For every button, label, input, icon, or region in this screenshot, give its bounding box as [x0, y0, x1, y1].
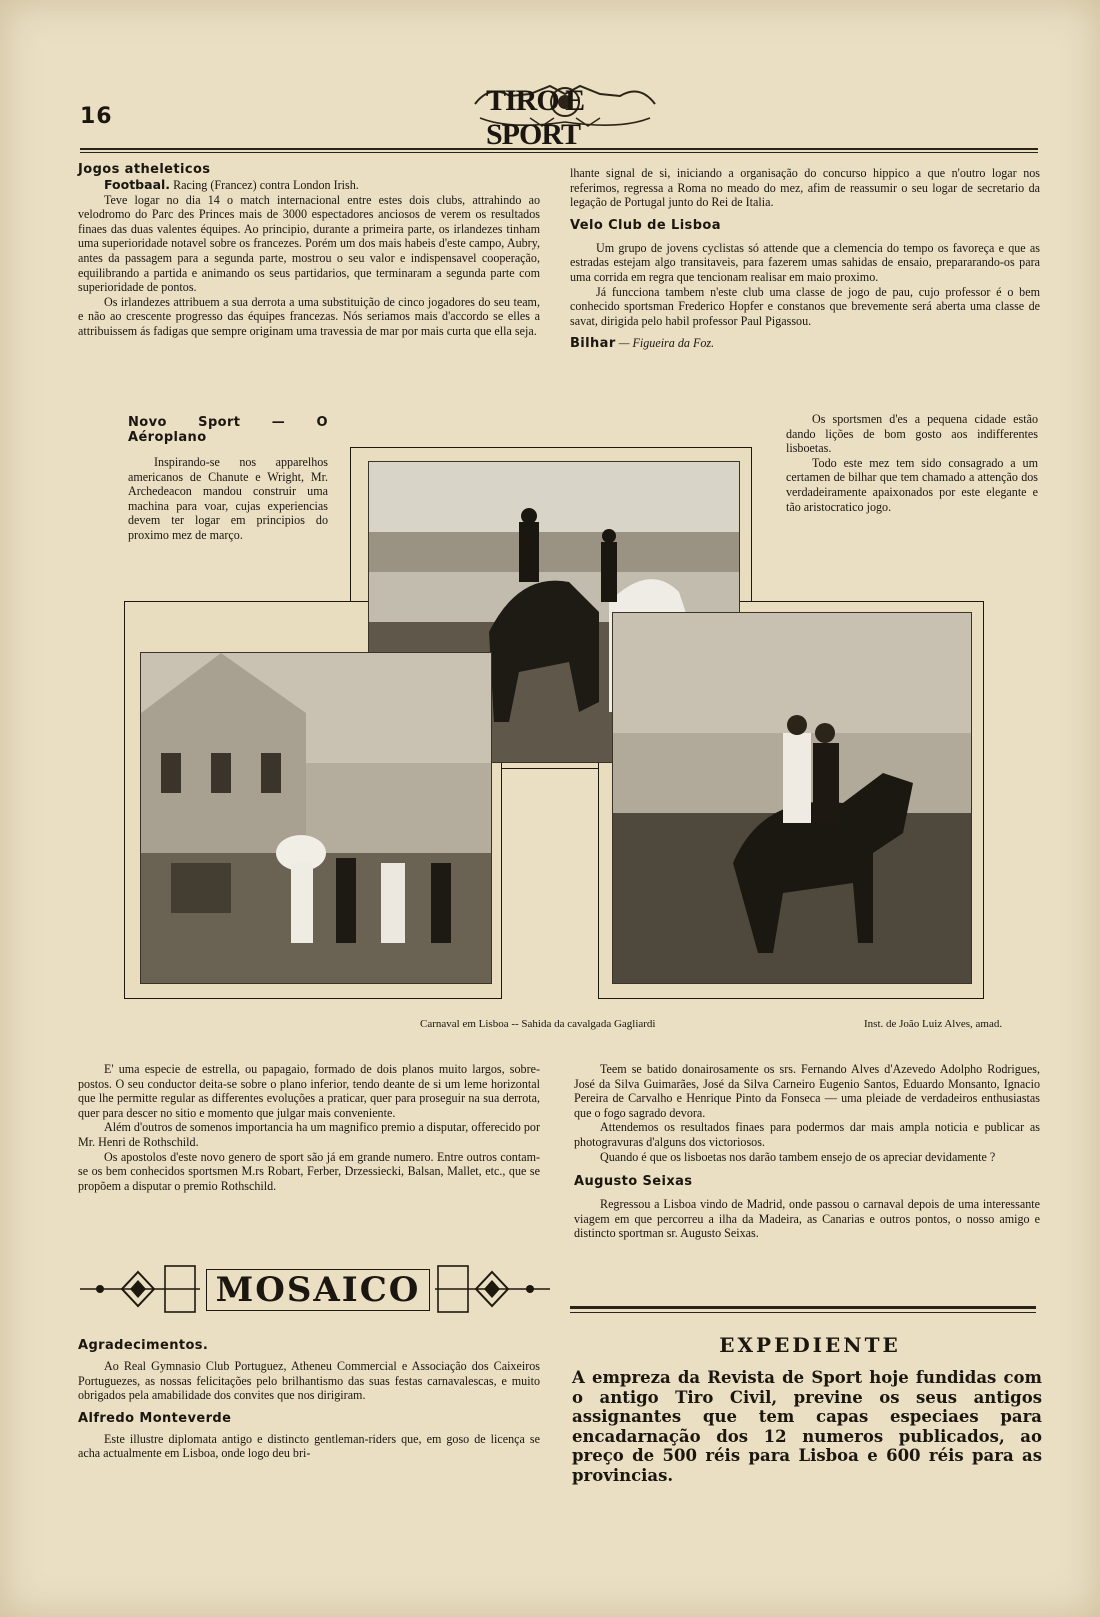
alfredo-heading: Alfredo Monteverde — [78, 1410, 232, 1426]
bilhar-paragraph-1: Os sportsmen d'es a pequena cidade estão dando lições de bom gosto aos indifferentes lisboetas. — [786, 412, 1038, 456]
novo-sport-heading: Novo Sport — O Aéroplano — [128, 415, 328, 445]
left-bottom-column — [78, 1062, 540, 1193]
bilhar-paragraph-3: Teem se batido donairosamente os srs. Fernando Alves d'Azevedo Adolpho Rodrigues, José da Silva Guimarães, José da Silva Carneiro Eugenio Santos, Eduardo Monsanto, Ignacio Pereira de Carvalho e Henrique Pinto da Fonseca — uma pleiade de verdadeiros enthusiastas que o fogo sagrado devora. — [574, 1062, 1040, 1120]
velo-paragraph-1: Um grupo de jovens cyclistas só attende que a clemencia do tempo os favoreça e que as estradas estejam algo transitaveis, para fazerem umas sahidas de ensaio, prepararando-os para uma corrida em regra que tencionam realisar em maio proximo. — [570, 240, 1040, 284]
heading-jogos: Jogos atheleticos — [78, 162, 211, 177]
bilhar-paragraph-2: Todo este mez tem sido consagrado a um certamen de bilhar que tem chamado a attenção dos verdadeiramente apaixonados por este elegante e tão aristocratico jogo. — [786, 455, 1038, 514]
aeroplano-paragraph-1: E' uma especie de estrella, ou papagaio, formado de dois planos muito largos, sobre-postos. O seu conductor deita-se sobre o plano inferior, tendo deante de si um leme horizontal que lhe permitte regular as differentes evoluções a praticar, quer para proseguir na sua derrota, quer para descer no sitio e momento que julgar mais conveniente. — [78, 1062, 540, 1120]
mosaico-title: MOSAICO — [206, 1269, 430, 1311]
masthead-logo — [470, 74, 660, 151]
augusto-paragraph: Regressou a Lisboa vindo de Madrid, onde passou o carnaval depois de uma interessante viagem em que percorreu a ilha da Madeira, as Canarias e outros pontos, o nosso amigo e distincto sportman sr. Augusto Seixas. — [574, 1197, 1040, 1241]
photo-caption: Carnaval em Lisboa -- Sahida da cavalgada Gagliardi — [420, 1018, 656, 1030]
bilhar-place: — Figueira da Foz. — [618, 336, 715, 351]
header-rule — [80, 148, 1038, 150]
bilhar-heading-line — [570, 336, 1040, 351]
rider-picture — [613, 613, 971, 983]
header-rule-thin — [80, 152, 1038, 153]
expediente-rule-thin — [570, 1312, 1036, 1313]
football-intro: Racing (Francez) contra London Irish. — [173, 178, 359, 192]
novo-sport-paragraph: Inspirando-se nos apparelhos americanos de Chanute e Wright, Mr. Archedeacon mandou construir uma machina para voar, cujas experiencias devem ter logar em principios do proximo mez de março. — [128, 455, 328, 542]
velo-heading: Velo Club de Lisboa — [570, 217, 721, 233]
page-number: 16 — [80, 104, 113, 129]
bilhar-paragraph-4: Attendemos os resultados finaes para podermos dar mais ampla noticia e publicar as photogravuras d'alguns dos victoriosos. — [574, 1120, 1040, 1149]
right-top-column — [570, 166, 1040, 351]
novo-sport-column — [128, 415, 328, 543]
augusto-heading: Augusto Seixas — [574, 1174, 693, 1190]
alfredo-paragraph: Este illustre diplomata antigo e distincto gentleman-riders que, em goso de licença se acha actualmente em Lisboa, onde logo deu bri- — [78, 1431, 540, 1461]
expediente-title: EXPEDIENTE — [719, 1333, 901, 1357]
masthead-title: TIRO E SPORT — [486, 84, 585, 151]
photo-credit: Inst. de João Luiz Alves, amad. — [864, 1018, 1003, 1030]
continued-paragraph: lhante signal de si, iniciando a organisação do concurso hippico a que n'outro logar nos referimos, regressa a Roma no meado do mez, afim de reassumir o seu logar de secretario da legação de Portugal junto do Rei de Italia. — [570, 166, 1040, 210]
agradecimentos-paragraph: Ao Real Gymnasio Club Portuguez, Atheneu Commercial e Associação dos Caixeiros Portuguezes, as nossas felicitações pelo brilhantismo das suas festas carnavalescas, e muito obrigados pela amabilidade dos convites que nos dirigiram. — [78, 1359, 540, 1403]
street-picture — [141, 653, 491, 983]
football-line — [78, 177, 540, 193]
aeroplano-paragraph-2: Além d'outros de somenos importancia ha um magnifico premio a disputar, offerecido por Mr. Henri de Rothschild. — [78, 1120, 540, 1149]
football-paragraph-2: Os irlandezes attribuem a sua derrota a uma substituição de cinco jogadores do seu team, e não ao crescente progresso das équipes francezas. Nós seriamos mais d'accordo se elles a attribuissem ás fadigas que sempre originam uma travessia de mar por mais curta que ella seja. — [78, 294, 540, 338]
velo-paragraph-2: Já funcciona tambem n'este club uma classe de jogo de pau, cujo professor é o bem conhecido sportsman Frederico Hopfer e constanos que brevemente será aberta uma classe de savat, dirigida pelo habil professor Paul Pigassou. — [570, 284, 1040, 328]
bilhar-heading: Bilhar — [570, 336, 616, 352]
bilhar-column — [786, 412, 1038, 514]
bilhar-paragraph-5: Quando é que os lisboetas nos darão tambem ensejo de os apreciar devidamente ? — [600, 1149, 996, 1164]
photo-street — [140, 652, 492, 984]
football-paragraph-1: Teve logar no dia 14 o match internacional entre estes dois clubs, attrahindo ao velodromo do Parc des Princes mais de 3000 espectadores anciosos de verem os resultados finaes das duas valentes équipes. Ao principio, durante a primeira parte, os irlandezes tinham uma superioridade notavel sobre os francezes. Porém um dos mais habeis d'este campo, Aubry, antes da passagem para a segunda parte, mostrou o seu valor e indispensavel cooperação, equilibrando a partida e animando os seus partidarios, que terminaram a segunda parte com superioridade de pontos. — [78, 192, 540, 295]
photo-rider — [612, 612, 972, 984]
agradecimentos-column — [78, 1338, 540, 1461]
agradecimentos-heading: Agradecimentos. — [78, 1338, 209, 1353]
mosaico-banner — [80, 1252, 550, 1326]
right-bottom-column — [574, 1062, 1040, 1241]
aeroplano-paragraph-3: Os apostolos d'este novo genero de sport são já em grande numero. Entre outros contam-se os bem conhecidos sportsmen M.rs Robart, Ferber, Drzessiecki, Balsan, Mallet, etc., que se propõem a disputar o premio Rothschild. — [78, 1149, 540, 1193]
left-top-column — [78, 162, 540, 339]
expediente-body: A empreza da Revista de Sport hoje fundidas com o antigo Tiro Civil, previne os seus antigos assignantes que tem capas especiaes para encadarnação dos 12 numeros publicados, ao preço de 500 réis para Lisboa e 600 réis para as provincias. — [572, 1368, 1042, 1485]
expediente-rule — [570, 1306, 1036, 1309]
football-label: Footbaal. — [104, 177, 171, 192]
